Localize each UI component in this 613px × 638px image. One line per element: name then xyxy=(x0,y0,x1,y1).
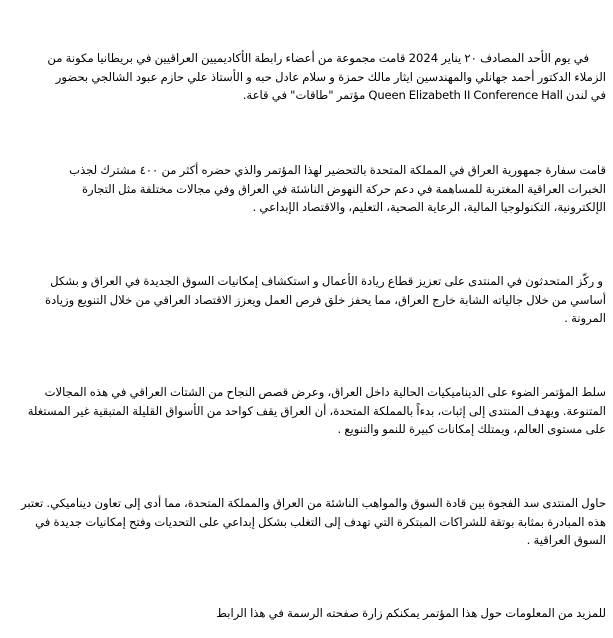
paragraph-forum-goal xyxy=(8,494,606,550)
paragraph-line: الإلكترونية، التكنولوجيا المالية، الرعاية الصحية، التعليم، والاقتصاد الإبداعي . xyxy=(252,200,606,214)
paragraph-event-intro xyxy=(8,49,606,105)
paragraph-highlights xyxy=(8,383,606,439)
paragraph-line: في يوم الأحد المصادف ٢٠ يناير 2024 قامت مجموعة من أعضاء رابطة الأكاديميين العراقيين في بريطانيا مكونة من xyxy=(47,51,589,65)
paragraph-line: السوق العراقية . xyxy=(526,533,606,547)
more-info-text: للمزيد من المعلومات حول هذا المؤتمر يمكنكم زارة صفحته الرسمة في هذا الرابط xyxy=(216,606,606,620)
paragraph-line: على مستوى العالم، ويمتلك إمكانات كبيرة للنمو والتنويع . xyxy=(337,422,606,436)
paragraph-line: في لندن Queen Elizabeth II Conference Hall مؤتمر "طاقات" في قاعة. xyxy=(242,88,606,102)
paragraph-line: الخبرات العراقية المغتربة للمساهمة في دعم حركة النهوض الناشئة في العراق وفي مجالات مختلفة مثل التجارة xyxy=(81,181,606,196)
paragraph-line: المرونة . xyxy=(564,311,606,325)
paragraph-line: أساسي من خلال جالياته الشابة خارج العراق، مما يحفز خلق فرص العمل ويعزز الاقتصاد العراقي من خلال التنويع وزيادة xyxy=(45,292,606,307)
paragraph-line: حاول المنتدى سد الفجوة بين قادة السوق والمواهب الناشئة من العراق والمملكة المتحدة، مما أدى إلى تعاون ديناميكي. تعتبر xyxy=(21,496,606,510)
paragraph-embassy xyxy=(8,161,606,217)
paragraph-line: هذه المبادرة بمثابة بوتقة للشراكات المبتكرة التي تهدف إلى التغلب بشكل إبداعي على التحديات وفتح إمكانيات جديدة في xyxy=(35,514,606,529)
paragraph-line: المتنوعة. ويهدف المنتدى إلى إثبات، بدءاً بالمملكة المتحدة، أن العراق يقف كواحد من الأسواق القليلة المتبقية غير المستغلة xyxy=(27,403,606,418)
paragraph-line: الزملاء الدكتور أحمد جهانلي والمهندسين ايثار مالك حمزة و سلام عادل حبه و الأستاذ علي حازم عبود الشالجي بحضور xyxy=(55,69,606,84)
paragraph-speakers xyxy=(8,272,606,328)
paragraph-line: قامت سفارة جمهورية العراق في المملكة المتحدة بالتحضير لهذا المؤتمر والذي حضره أكثر من ٤٠٠ مشترك لجذب xyxy=(69,163,606,177)
paragraph-more-info xyxy=(8,604,606,623)
paragraph-line: سلط المؤتمر الضوء على الديناميكيات الحالية داخل العراق، وعرض قصص النجاح من الشتات العراقي في هذه المجالات xyxy=(44,385,606,399)
paragraph-line: و ركّز المتحدثون في المنتدى على تعزيز قطاع ريادة الأعمال و استكشاف إمكانيات السوق الجديدة في العراق و بشكل xyxy=(50,274,603,288)
